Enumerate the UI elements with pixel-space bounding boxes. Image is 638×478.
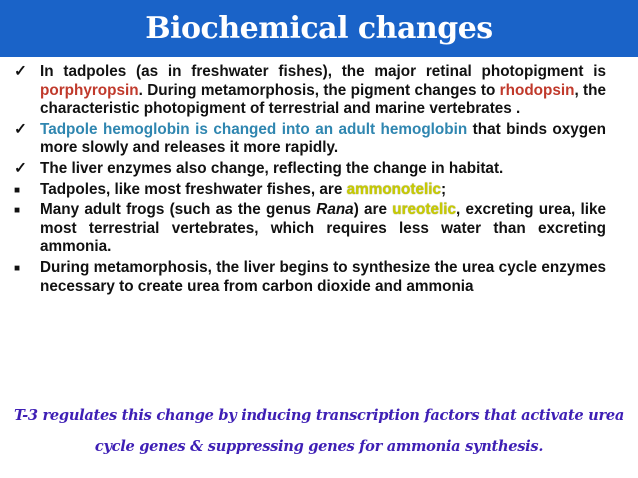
bullet-text-segment: In tadpoles (as in freshwater fishes), the major retinal photopigment is	[40, 63, 606, 80]
bullet-text-segment: porphyropsin	[40, 81, 139, 99]
square-bullet-icon: ■	[14, 262, 21, 274]
bullet-item	[14, 63, 606, 119]
checkmark-icon: ✓	[14, 63, 27, 80]
checkmark-icon: ✓	[14, 120, 27, 138]
bullet-text-segment: that binds oxygen more slowly and releases it more rapidly.	[40, 120, 606, 157]
bullet-item	[14, 201, 606, 257]
slide-title: Biochemical changes	[145, 11, 493, 46]
bullet-text-segment: Rana	[316, 201, 354, 219]
checkmark-icon: ✓	[14, 159, 27, 177]
bullet-text-segment: ureotelic	[392, 201, 456, 219]
title-bar	[0, 0, 638, 57]
bullet-text-segment: Many adult frogs (such as the genus	[40, 201, 317, 219]
footer-line-1: T-3 regulates this change by inducing transcription factors that activate urea	[14, 407, 624, 424]
bullet-text-segment: Tadpole hemoglobin is changed into an adult hemoglobin	[40, 120, 468, 138]
bullet-item	[14, 121, 606, 158]
bullet-text-segment: rhodopsin	[499, 81, 575, 99]
bullet-text-segment: , the characteristic photopigment of terrestrial and marine vertebrates .	[40, 81, 606, 118]
bullet-text-segment: Tadpoles, like most freshwater fishes, are	[40, 180, 347, 198]
bullet-list	[14, 63, 606, 298]
bullet-text-segment: The liver enzymes also change, reflecting the change in habitat.	[40, 159, 504, 177]
bullet-item	[14, 181, 606, 200]
bullet-text-segment: , excreting urea, like most terrestrial vertebrates, which requires less water than excreting ammonia.	[40, 201, 607, 256]
footer-line-2: cycle genes & suppressing genes for ammonia synthesis.	[94, 438, 544, 455]
bullet-text-segment: ammonotelic	[346, 180, 441, 198]
footer-note	[0, 400, 638, 462]
bullet-item	[14, 160, 606, 179]
bullet-text-segment: ) are	[353, 201, 393, 219]
square-bullet-icon: ■	[14, 184, 21, 196]
bullet-item	[14, 259, 606, 296]
bullet-text-segment: ;	[440, 180, 447, 198]
bullet-text-segment: . During metamorphosis, the pigment changes to	[138, 81, 500, 99]
bullet-text-segment: During metamorphosis, the liver begins to synthesize the urea cycle enzymes necessary to create urea from carbon dioxide and ammonia	[40, 258, 606, 295]
square-bullet-icon: ■	[14, 205, 21, 217]
